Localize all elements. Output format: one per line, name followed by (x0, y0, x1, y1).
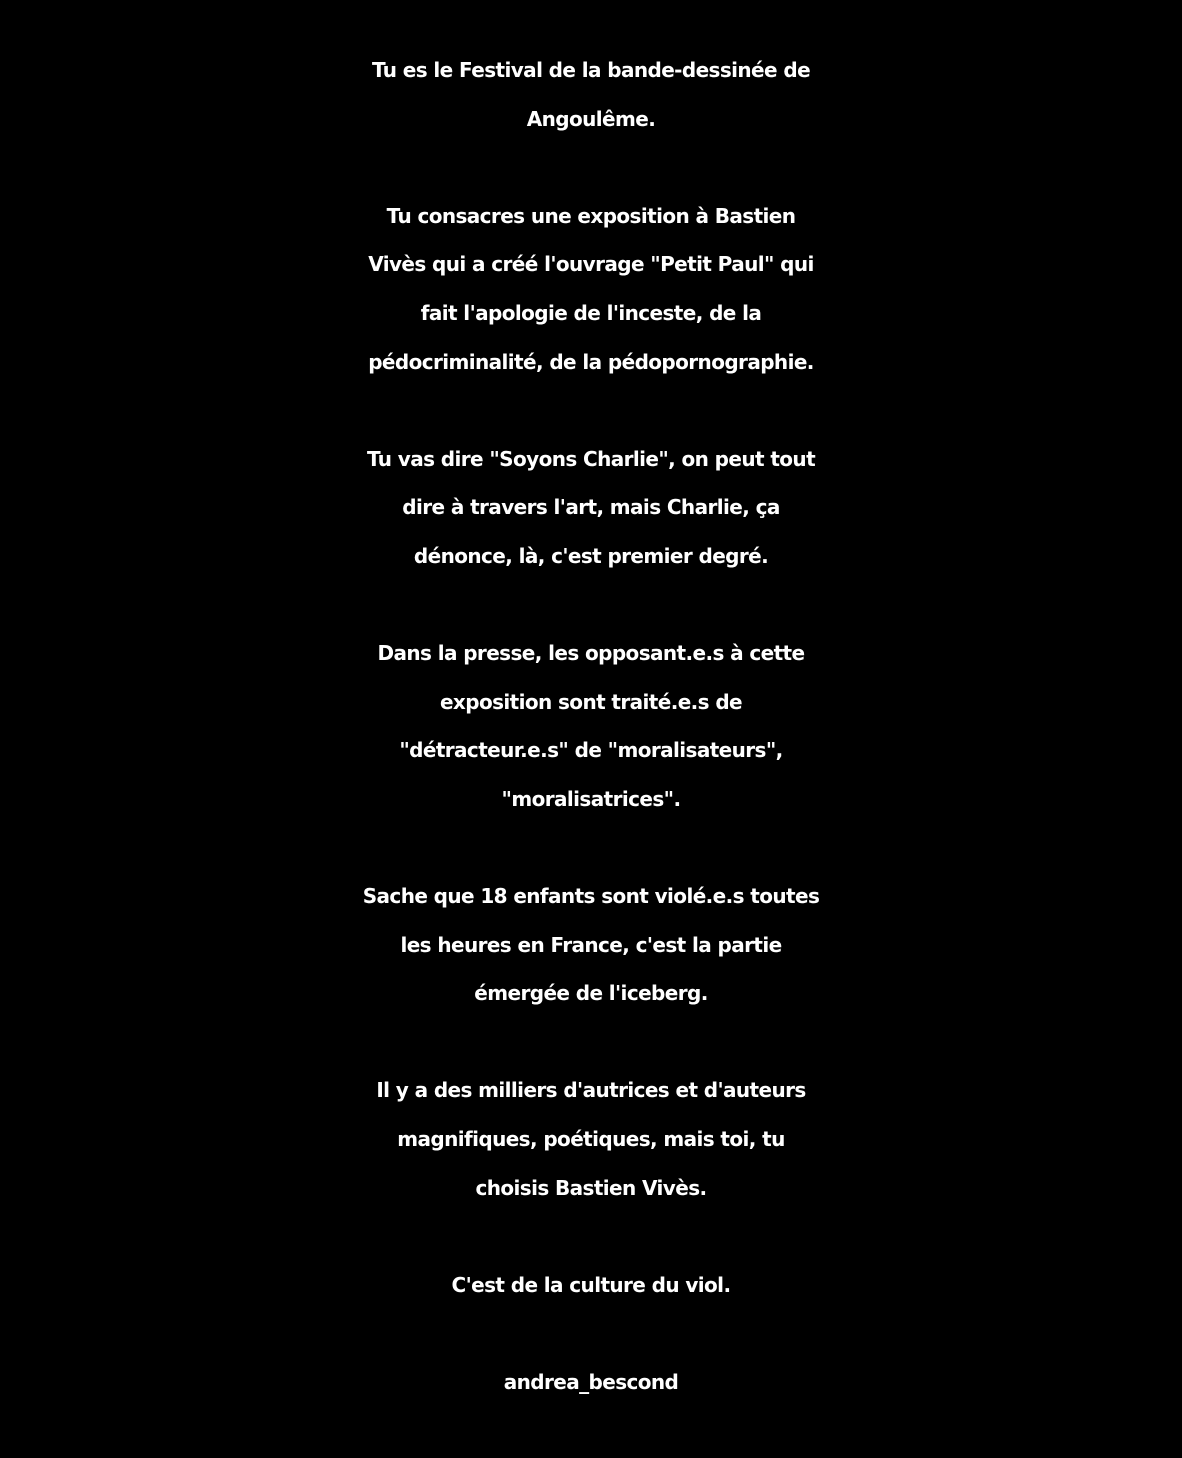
paragraph-exposition (0, 192, 1182, 386)
text-line: émergée de l'iceberg. (474, 981, 708, 1006)
text-line: exposition sont traité.e.s de (439, 689, 743, 714)
text-line: Vivès qui a créé l'ouvrage "Petit Paul" qui (368, 252, 814, 277)
paragraph-charlie (0, 435, 1182, 581)
text-line: Tu vas dire "Soyons Charlie", on peut tout (366, 446, 816, 471)
text-line: choisis Bastien Vivès. (475, 1175, 707, 1200)
paragraph-gap (0, 1309, 1182, 1358)
paragraph-gap (0, 386, 1182, 435)
author-handle: andrea_bescond (503, 1370, 679, 1395)
text-line: C'est de la culture du viol. (451, 1272, 731, 1297)
text-line: magnifiques, poétiques, mais toi, tu (397, 1127, 785, 1152)
text-line: Tu es le Festival de la bande-dessinée de (371, 58, 811, 82)
text-line: Tu consacres une exposition à Bastien (386, 203, 796, 228)
paragraph-conclusion (0, 1261, 1182, 1310)
paragraph-gap (0, 581, 1182, 630)
author-signature (0, 1358, 1182, 1407)
paragraph-festival (0, 46, 1182, 143)
paragraph-gap (0, 1212, 1182, 1261)
paragraph-presse (0, 629, 1182, 823)
text-line: Il y a des milliers d'autrices et d'auteurs (376, 1078, 806, 1103)
text-line: Dans la presse, les opposant.e.s à cette (377, 641, 805, 666)
paragraph-enfants (0, 872, 1182, 1018)
text-line: Angoulême. (526, 106, 656, 131)
text-line: fait l'apologie de l'inceste, de la (420, 300, 762, 325)
paragraph-auteurs (0, 1066, 1182, 1212)
paragraph-gap (0, 1018, 1182, 1067)
text-line: les heures en France, c'est la partie (400, 932, 782, 957)
text-line: "détracteur.e.s" de "moralisateurs", (399, 738, 783, 763)
text-line: pédocriminalité, de la pédopornographie. (368, 349, 814, 374)
text-line: "moralisatrices". (501, 786, 681, 811)
paragraph-gap (0, 824, 1182, 873)
text-line: dire à travers l'art, mais Charlie, ça (402, 495, 780, 520)
paragraph-gap (0, 143, 1182, 192)
text-line: dénonce, là, c'est premier degré. (413, 543, 769, 568)
text-line: Sache que 18 enfants sont violé.e.s toutes (362, 884, 820, 909)
